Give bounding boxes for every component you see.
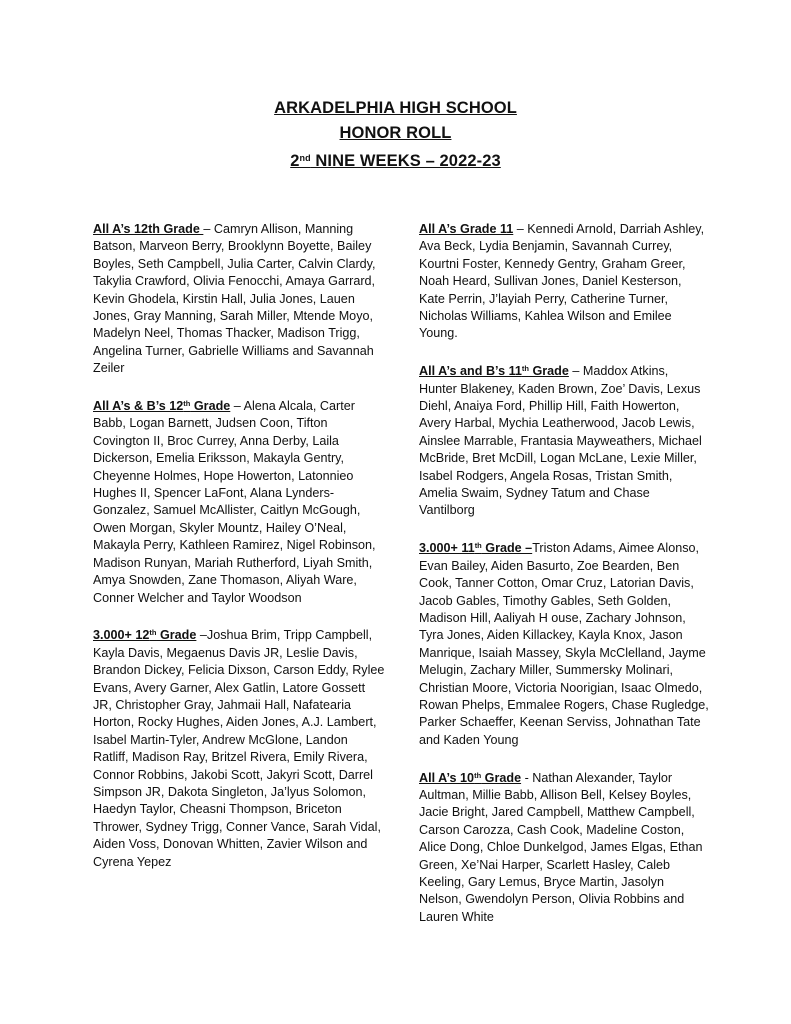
- period-number: 2: [290, 152, 300, 170]
- section-names: – Maddox Atkins, Hunter Blakeney, Kaden Brown, Zoe’ Davis, Lexus Diehl, Anaiya Ford, Phillip Hill, Faith Howerton, Avery Harbal, Mychia Leatherwood, Jacob Lewis, Ainslee Marrable, Frantasia Mayweathers, Michael McBride, Bret McDill, Logan McLane, Lexie Miller, Isabel Rodgers, Angela Rosas, Tristan Smith, Amelia Swaim, Sydney Tatum and Chase Vantilborg: [419, 364, 702, 518]
- section-names: – Kennedi Arnold, Darriah Ashley, Ava Beck, Lydia Benjamin, Savannah Currey, Kourtni Foster, Kennedy Gentry, Graham Greer, Noah Heard, Sullivan Jones, Daniel Kesterson, Kate Perrin, J’layiah Perry, Catherine Turner, Nicholas Williams, Kahlea Wilson and Emilee Young.: [419, 222, 705, 341]
- section-names: Triston Adams, Aimee Alonso, Evan Bailey, Aiden Basurto, Zoe Bearden, Ben Cook, Tanner Cotton, Omar Cruz, Latorian Davis, Jacob Gables, Timothy Gables, Seth Golden, Madison Hill, Aaliyah H ouse, Zachary Johnson, Tyra Jones, Aiden Killackey, Kayla Knox, Jason Manrique, Isaiah Massey, Skyla McClelland, Jayme Melugin, Zachary Miller, Summersky Molinari, Christian Moore, Victoria Noorigian, Isaac Olmedo, Rowan Phelps, Emmalee Rogers, Chase Rugledge, Parker Schaeffer, Keenan Serviss, Johnathan Tate and Kaden Young: [419, 541, 709, 747]
- section-names: - Nathan Alexander, Taylor Aultman, Millie Babb, Allison Bell, Kelsey Boyles, Jacie Bright, Jared Campbell, Matthew Campbell, Carson Carozza, Cash Cook, Madeline Coston, Alice Dong, Chloe Dunkelgod, James Elgas, Ethan Green, Xe’Nai Harper, Scarlett Hasley, Caleb Keeling, Gary Lemus, Bryce Martin, Jasolyn Nelson, Gwendolyn Person, Olivia Robbins and Lauren White: [419, 770, 703, 924]
- section-label: All A’s and B’s 11th Grade: [419, 364, 569, 379]
- period-text: NINE WEEKS – 2022-23: [310, 152, 501, 170]
- section-label: 3.000+ 12th Grade: [93, 628, 197, 643]
- section-all-as-10th: [419, 767, 709, 927]
- section-label: 3.000+ 11th Grade –: [419, 541, 533, 556]
- section-label: All A’s 10th Grade: [419, 770, 522, 785]
- section-3000-11th: [419, 537, 709, 749]
- section-all-as-11th: [419, 218, 709, 343]
- left-column: [93, 218, 385, 888]
- section-label: All A’s Grade 11: [419, 222, 514, 236]
- period-suffix: nd: [299, 153, 311, 163]
- section-label: All A’s 12th Grade: [93, 222, 204, 236]
- document-header: [0, 96, 791, 174]
- section-as-bs-11th: [419, 360, 709, 520]
- section-3000-12th: [93, 624, 385, 871]
- document-title: HONOR ROLL: [339, 124, 452, 142]
- section-label: All A’s & B’s 12th Grade: [93, 399, 231, 414]
- school-name: ARKADELPHIA HIGH SCHOOL: [274, 99, 517, 117]
- section-names: –Joshua Brim, Tripp Campbell, Kayla Davis, Megaenus Davis JR, Leslie Davis, Brandon Dickey, Felicia Dixson, Carson Eddy, Rylee Evans, Avery Garner, Alex Gatlin, Latore Gossett JR, Christopher Gray, Jahmaii Hall, Nafatearia Horton, Rocky Hughes, Aiden Jones, A.J. Lambert, Isabel Martin-Tyler, Andrew McGlone, Landon Ratliff, Madison Ray, Britzel Rivera, Emily Rivera, Connor Robbins, Jakobi Scott, Jakyri Scott, Darrel Simpson JR, Dakota Singleton, Ja’lyus Solomon, Haedyn Taylor, Cheasni Thompson, Briceton Thrower, Sydney Trigg, Conner Vance, Sarah Vidal, Aiden Voss, Donovan Whitten, Zavier Wilson and Cyrena Yepez: [93, 628, 385, 869]
- section-all-as-12th: [93, 218, 385, 378]
- period-heading: [0, 146, 791, 174]
- section-names: – Camryn Allison, Manning Batson, Marveon Berry, Brooklynn Boyette, Bailey Boyles, Seth Campbell, Julia Carter, Calvin Clardy, Takylia Crawford, Olivia Fenocchi, Amaya Garrard, Kevin Ghodela, Kirstin Hall, Julia Jones, Lauen Jones, Gray Manning, Sarah Miller, Mtende Moyo, Madelyn Neel, Thomas Thacker, Madison Trigg, Angelina Turner, Gabrielle Williams and Savannah Zeiler: [93, 222, 376, 376]
- section-as-bs-12th: [93, 395, 385, 607]
- section-names: – Alena Alcala, Carter Babb, Logan Barnett, Judsen Coon, Tifton Covington II, Broc Currey, Anna Derby, Laila Dickerson, Emelia Eriksson, Makayla Gentry, Cheyenne Holmes, Hope Howerton, Latonnieo Hughes II, Spencer LaFont, Alana Lynders-Gonzalez, Samuel McAllister, Caitlyn McGough, Owen Morgan, Skyler Mountz, Hailey O’Neal, Makayla Perry, Kathleen Ramirez, Nigel Robinson, Madison Runyan, Mariah Rutherford, Liyah Smith, Amya Snowden, Zane Thomason, Aliyah Ware, Conner Welcher and Taylor Woodson: [93, 399, 376, 605]
- right-column: [419, 218, 709, 944]
